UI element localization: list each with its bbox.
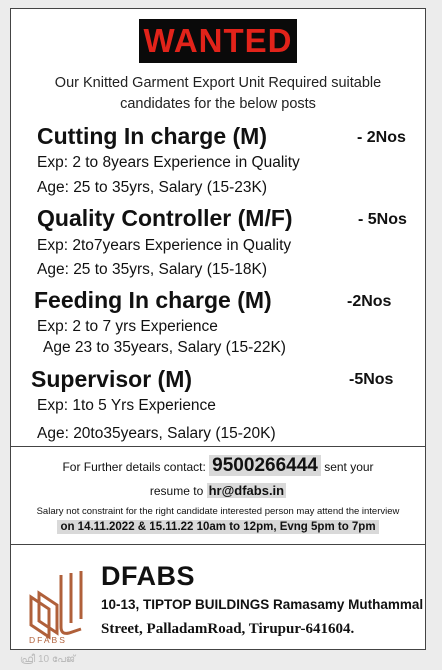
page-footer-text: ഫ്രീ 10 പേജ് (20, 654, 76, 665)
resume-label: resume to (149, 484, 204, 498)
salary-note: Salary not constraint for the right candidate interested person may attend the interview (36, 506, 400, 517)
contact-suffix: sent your (324, 460, 374, 474)
resume-line (11, 483, 425, 498)
intro-text (11, 73, 425, 115)
logo-text: DFABS (29, 635, 67, 645)
job-advertisement (10, 8, 426, 650)
post-count-feeding: -2Nos (347, 293, 392, 310)
post-age-cutting: Age: 25 to 35yrs, Salary (15-23K) (37, 179, 268, 196)
intro-line-2: candidates for the below posts (120, 96, 316, 112)
post-count-cutting: - 2Nos (357, 129, 406, 146)
post-count-quality: - 5Nos (358, 211, 407, 228)
company-name: DFABS (101, 561, 196, 591)
divider-top (11, 446, 425, 447)
phone-number: 9500266444 (209, 455, 321, 476)
intro-line-1: Our Knitted Garment Export Unit Required suitable (54, 75, 382, 91)
post-title-cutting: Cutting In charge (M) (37, 123, 267, 149)
wanted-banner (139, 19, 297, 63)
post-exp-quality: Exp: 2to7years Experience in Quality (37, 237, 292, 254)
email-address: hr@dfabs.in (208, 483, 285, 498)
post-exp-feeding: Exp: 2 to 7 yrs Experience (37, 318, 218, 335)
dfabs-logo-icon (25, 567, 89, 643)
interview-dates-line (11, 521, 425, 533)
wanted-text: WANTED (143, 22, 293, 59)
post-title-quality: Quality Controller (M/F) (37, 205, 293, 231)
contact-prefix: For Further details contact: (62, 460, 206, 474)
post-exp-supervisor: Exp: 1to 5 Yrs Experience (37, 397, 216, 414)
post-count-supervisor: -5Nos (349, 371, 394, 388)
post-title-supervisor: Supervisor (M) (31, 366, 193, 392)
address-line-1: 10-13, TIPTOP BUILDINGS Ramasamy Muthammal (101, 597, 424, 612)
contact-line (11, 455, 425, 477)
divider-bottom (11, 544, 425, 545)
post-age-feeding: Age 23 to 35years, Salary (15-22K) (43, 339, 286, 356)
post-age-supervisor: Age: 20to35years, Salary (15-20K) (37, 425, 276, 442)
post-age-quality: Age: 25 to 35yrs, Salary (15-18K) (37, 261, 268, 278)
post-exp-cutting: Exp: 2 to 8years Experience in Quality (37, 154, 300, 171)
address-line-2: Street, PalladamRoad, Tirupur-641604. (101, 621, 355, 637)
interview-dates: on 14.11.2022 & 15.11.22 10am to 12pm, Evng 5pm to 7pm (57, 520, 378, 534)
post-title-feeding: Feeding In charge (M) (34, 287, 272, 313)
